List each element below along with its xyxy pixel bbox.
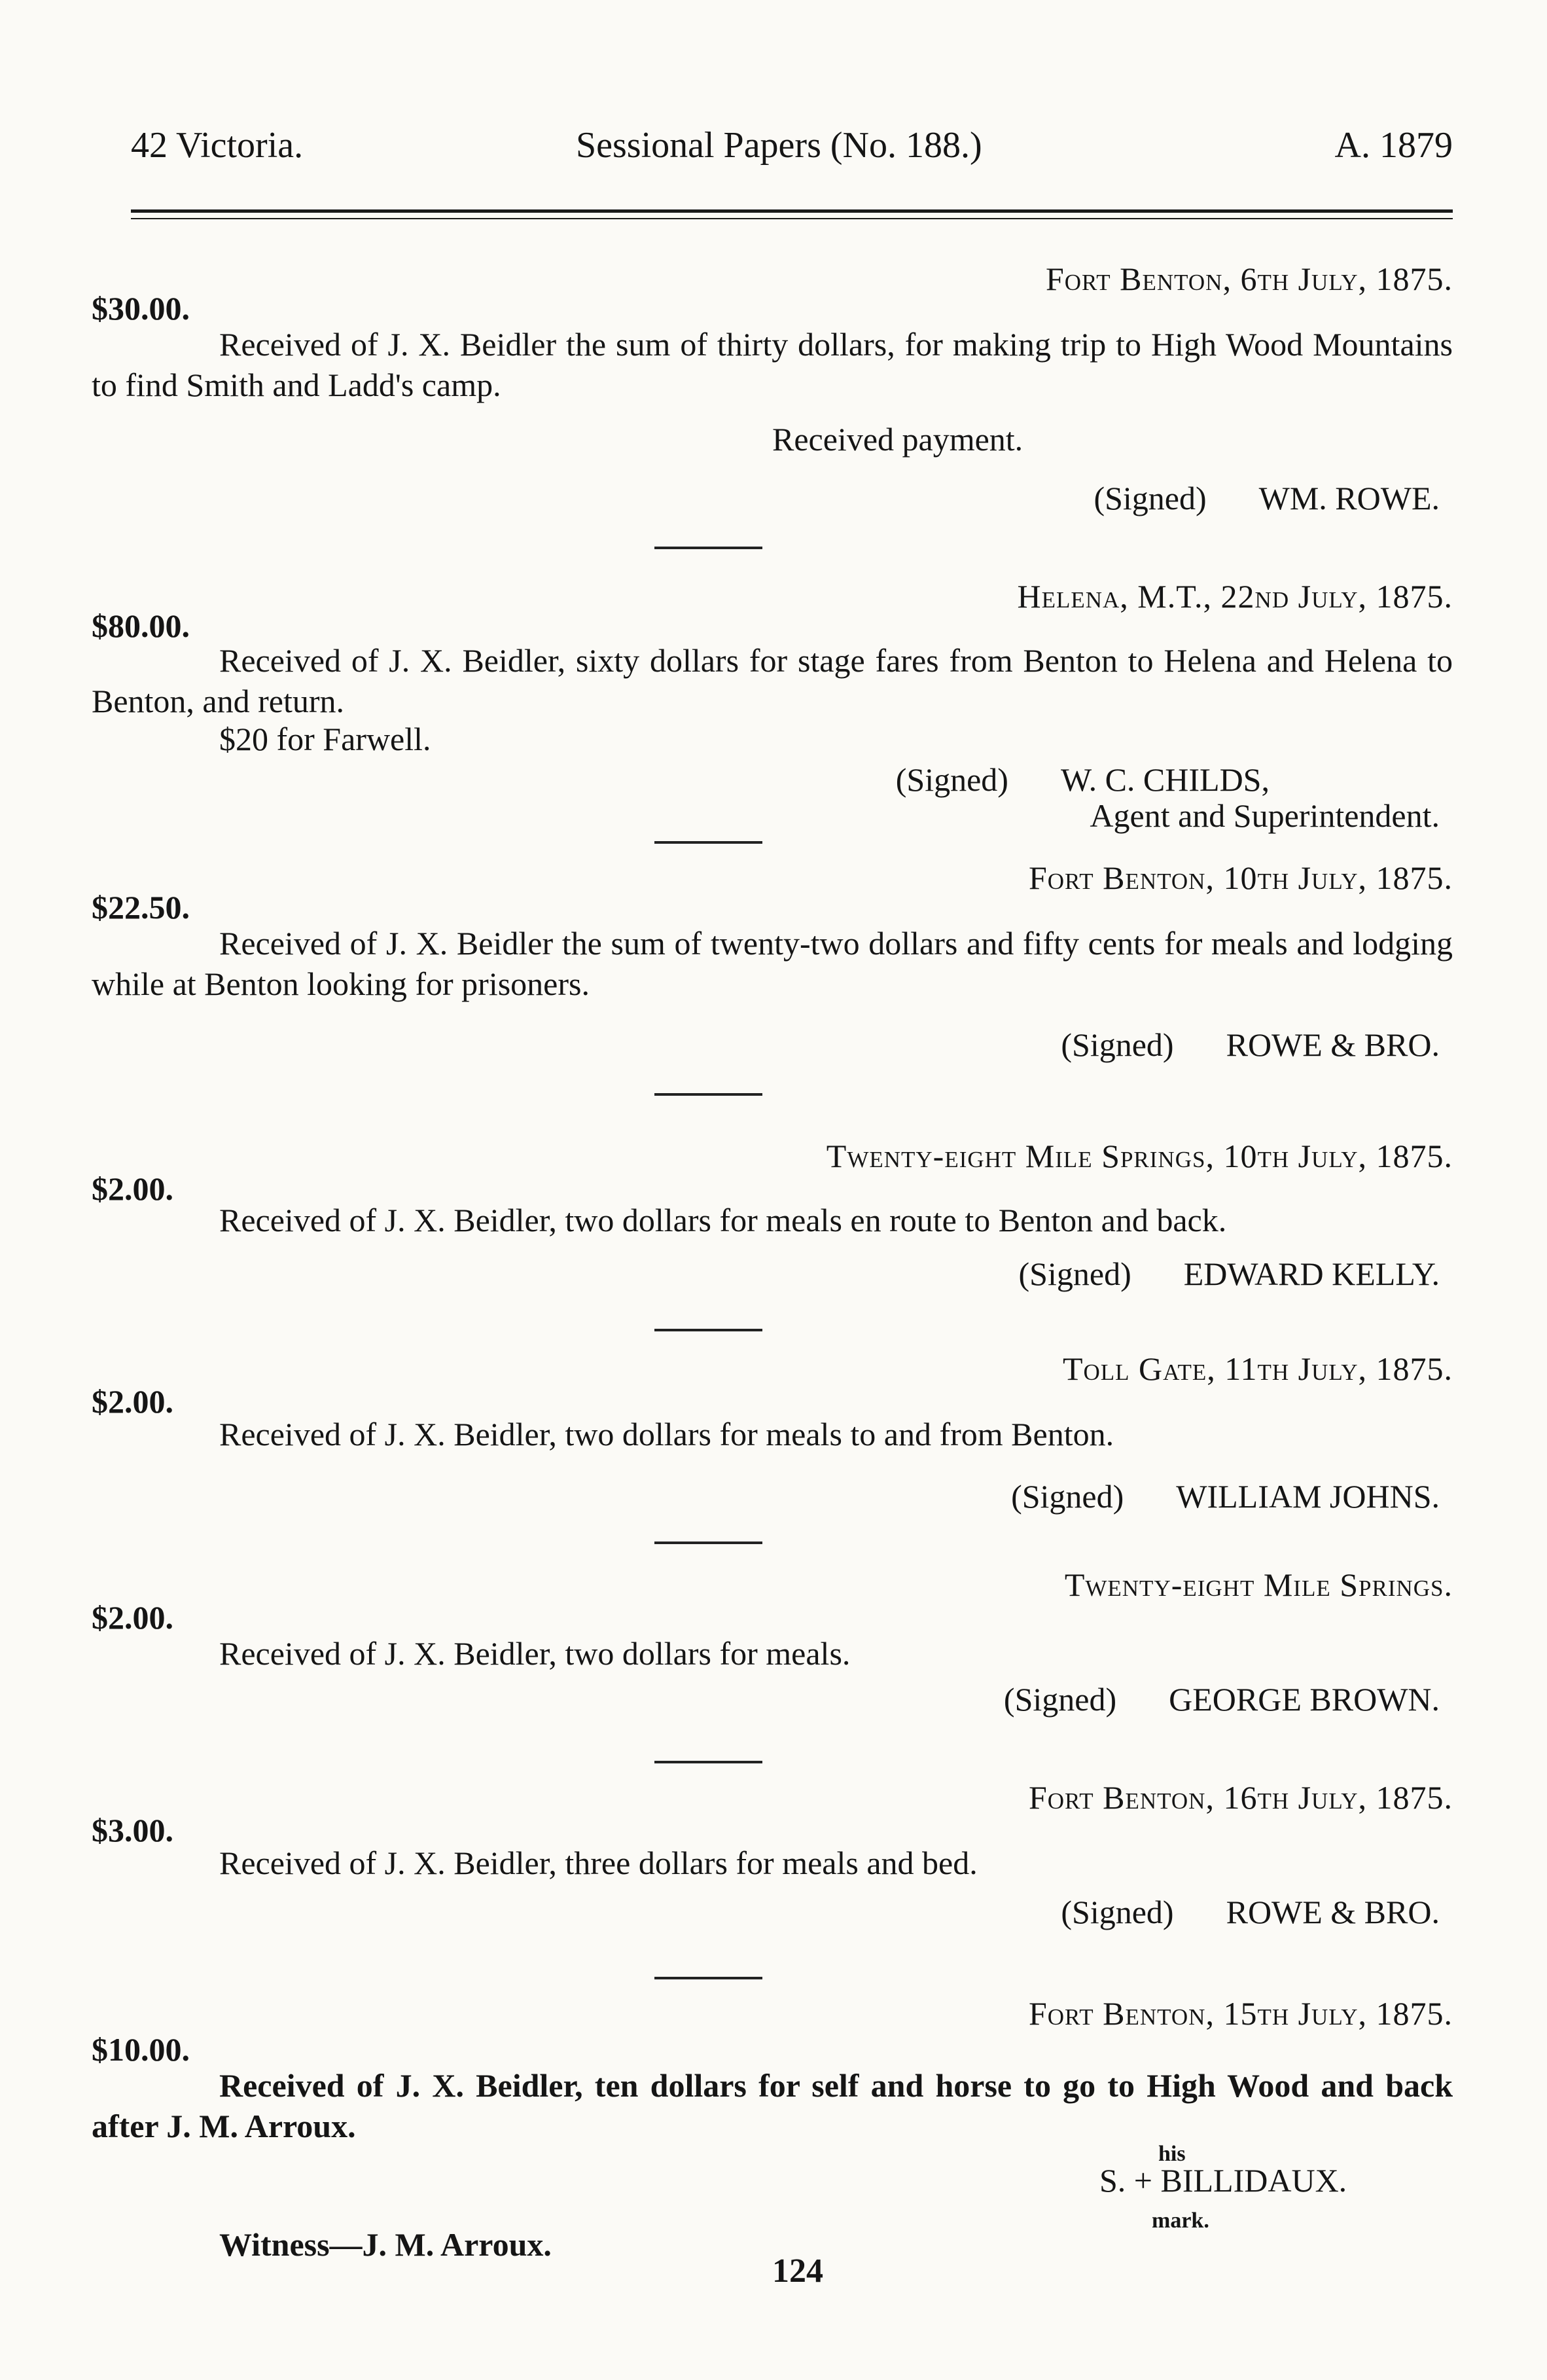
receipt-amount: $2.00. xyxy=(92,1383,173,1420)
signature-line xyxy=(1019,1253,1440,1294)
signer-name: EDWARD KELLY. xyxy=(1183,1255,1440,1292)
signature-line xyxy=(1094,478,1440,518)
receipt-place: Helena, M.T., 22nd July, 1875. xyxy=(1017,578,1453,615)
receipt-place: Fort Benton, 16th July, 1875. xyxy=(1028,1779,1453,1816)
receipt-text: Received of J. X. Beidler, ten dollars for self and horse to go to High Wood and back after J. M. Arroux. xyxy=(92,2067,1453,2144)
receipt-amount: $22.50. xyxy=(92,889,190,926)
mark-label: mark. xyxy=(1152,2209,1209,2233)
signature-line xyxy=(1004,1679,1440,1720)
receipt-amount: $2.00. xyxy=(92,1599,173,1636)
receipt-text: Received of J. X. Beidler, two dollars for meals en route to Benton and back. xyxy=(219,1202,1227,1238)
signer-name: W. C. CHILDS, xyxy=(1060,761,1270,798)
section-divider xyxy=(654,547,762,549)
signature-line xyxy=(1061,1024,1440,1065)
section-divider xyxy=(654,1761,762,1763)
receipt-amount: $80.00. xyxy=(92,607,190,644)
mark-signature xyxy=(1099,2134,1440,2232)
signed-label: (Signed) xyxy=(1011,1478,1124,1515)
receipt-amount: $10.00. xyxy=(92,2031,190,2068)
receipt-text: Received of J. X. Beidler the sum of twenty-two dollars and fifty cents for meals and lodging while at Benton looking for prisoners. xyxy=(92,925,1453,1002)
header-title: Sessional Papers (No. 188.) xyxy=(576,125,982,166)
section-divider xyxy=(654,1093,762,1096)
signed-label: (Signed) xyxy=(1003,1681,1117,1718)
receipt-amount: $3.00. xyxy=(92,1812,173,1848)
signature-line xyxy=(1011,1476,1440,1517)
receipt-text: Received of J. X. Beidler, three dollars for meals and bed. xyxy=(219,1845,978,1881)
page-header xyxy=(131,124,1453,177)
receipt-text: Received of J. X. Beidler the sum of thirty dollars, for making trip to High Wood Mountains to find Smith and Ladd's camp. xyxy=(92,326,1453,403)
header-year: A. 1879 xyxy=(1334,125,1453,166)
receipt-amount: $30.00. xyxy=(92,290,190,327)
mark-his-label: his xyxy=(1158,2142,1186,2166)
signer-name: S. + BILLIDAUX. xyxy=(1099,2162,1347,2199)
header-session: 42 Victoria. xyxy=(131,125,304,166)
receipt-text: Received of J. X. Beidler, two dollars for meals to and from Benton. xyxy=(219,1416,1114,1452)
signer-title: Agent and Superintendent. xyxy=(1090,797,1440,834)
signer-name: WILLIAM JOHNS. xyxy=(1176,1478,1440,1515)
signed-label: (Signed) xyxy=(1094,480,1207,516)
receipt-note: Received payment. xyxy=(772,421,1023,458)
header-rule xyxy=(131,209,1453,213)
signer-name: ROWE & BRO. xyxy=(1226,1894,1440,1930)
signer-name: WM. ROWE. xyxy=(1258,480,1440,516)
signer-name: ROWE & BRO. xyxy=(1226,1026,1440,1063)
receipt-place: Fort Benton, 15th July, 1875. xyxy=(1028,1995,1453,2032)
signed-label: (Signed) xyxy=(1061,1026,1174,1063)
signature-line xyxy=(896,759,1270,800)
signer-name: GEORGE BROWN. xyxy=(1169,1681,1440,1718)
signed-label: (Signed) xyxy=(1018,1255,1131,1292)
signature-line xyxy=(1061,1892,1440,1932)
receipt-note: $20 for Farwell. xyxy=(219,721,431,757)
header-rule-thin xyxy=(131,218,1453,219)
section-divider xyxy=(654,841,762,844)
section-divider xyxy=(654,1329,762,1331)
receipt-place: Twenty-eight Mile Springs. xyxy=(1064,1566,1453,1603)
receipt-place: Fort Benton, 10th July, 1875. xyxy=(1028,859,1453,896)
signed-label: (Signed) xyxy=(1061,1894,1174,1930)
receipt-place: Fort Benton, 6th July, 1875. xyxy=(1045,261,1453,297)
signed-label: (Signed) xyxy=(895,761,1008,798)
section-divider xyxy=(654,1977,762,1979)
receipt-amount: $2.00. xyxy=(92,1170,173,1207)
receipt-place: Toll Gate, 11th July, 1875. xyxy=(1062,1350,1453,1387)
receipt-place: Twenty-eight Mile Springs, 10th July, 1875. xyxy=(826,1138,1453,1174)
witness-line: Witness—J. M. Arroux. xyxy=(219,2226,552,2263)
receipt-text: Received of J. X. Beidler, two dollars for meals. xyxy=(219,1635,851,1672)
receipt-text: Received of J. X. Beidler, sixty dollars for stage fares from Benton to Helena and Helena to Benton, and return. xyxy=(92,642,1453,719)
section-divider xyxy=(654,1542,762,1544)
page-number: 124 xyxy=(772,2252,823,2290)
